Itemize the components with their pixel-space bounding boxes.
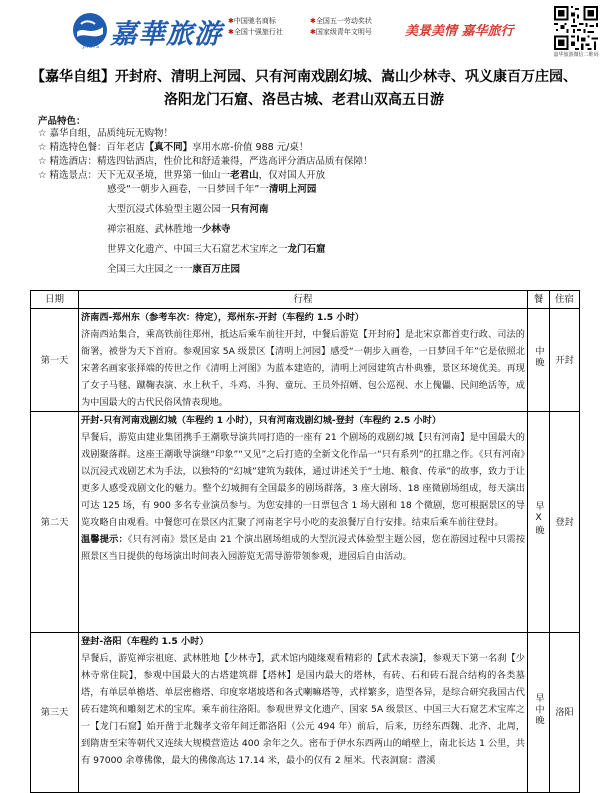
- stay-cell: 开封: [550, 309, 580, 412]
- features-heading: 产品特色：: [38, 116, 86, 127]
- plan-heading: 开封-只有河南戏剧幻城（车程约 1 小时），只有河南戏剧幻城-登封（车程约 2.5 小时）: [81, 415, 442, 426]
- qr-caption: 嘉华旅游微信二维码: [553, 52, 599, 58]
- table-header-row: [31, 291, 580, 309]
- honor-item: ✱中国驰名商标: [228, 17, 276, 25]
- header-plan: 行程: [79, 291, 528, 309]
- honor-item: ✱国家级青年文明号: [310, 28, 372, 36]
- plan-cell: [79, 412, 528, 633]
- feature-item: ☆ 精选酒店：精选四钻酒店，性价比和舒适兼得，严选高评分酒店品质有保障！: [38, 156, 373, 167]
- brand-name: 嘉華旅游: [110, 19, 222, 50]
- feature-sub-item: 感受“一朝步入画卷，一日梦回千年”一清明上河园: [107, 184, 317, 195]
- header-stay: 住宿: [550, 291, 580, 309]
- table-row: [31, 309, 580, 412]
- honor-item: ✱全国五一劳动奖状: [310, 17, 372, 25]
- plan-tip: 温馨提示：《只有河南》景区是由 21 个演出剧场组成的大型沉浸式体验型主题公园，您在游园过程中只需按照景区当日提供的每场演出时间表入园游览无需导游带领参观，进园后自由活动。: [81, 534, 526, 562]
- qr-code-icon: [554, 6, 598, 50]
- stay-cell: 登封: [550, 412, 580, 633]
- header-meal: 餐: [528, 291, 550, 309]
- plan-heading: 登封-洛阳（车程约 1.5 小时）: [81, 636, 209, 647]
- page-header: [0, 0, 605, 60]
- table-row: [31, 633, 580, 793]
- feature-sub-item: 禅宗祖庭、武林胜地一少林寺: [107, 224, 231, 235]
- day-cell: 第一天: [31, 309, 79, 412]
- feature-item: ☆ 嘉华自组，品质纯玩无购物！: [38, 128, 174, 139]
- company-logo-icon: [72, 12, 108, 48]
- feature-sub-item: 世界文化遗产、中国三大石窟艺术宝库之一龙门石窟: [107, 244, 326, 255]
- feature-item: ☆ 精选特色餐：百年老店【真不同】享用水席-价值 988 元/桌！: [38, 142, 309, 153]
- table-row: [31, 412, 580, 633]
- header-day: 日期: [31, 291, 79, 309]
- meal-cell: 中晚: [528, 309, 550, 412]
- itinerary-table: [30, 290, 580, 793]
- day-cell: 第三天: [31, 633, 79, 793]
- page-title: 【嘉华自组】开封府、清明上河园、只有河南戏剧幻城、嵩山少林寺、巩义康百万庄园、洛阳龙门石窟、洛邑古城、老君山双高五日游: [31, 69, 577, 108]
- plan-body: 早餐后，游览由建业集团携手王潮歌导演共同打造的一座有 21 个剧场的戏剧幻城【只有河南】是中国最大的戏剧聚落群。这座王潮歌导演继“印象”“又见”之后打造的全新文化作品一“只有系列”的扛鼎之作。《只有河南》以沉浸式戏剧艺术为手法，以独特的“幻城”建筑为载体，通过讲述关于“土地、粮食、传承”的故事，致力于让更多人感受戏剧文化的魅力。整个幻城拥有全国最多的剧场群落，3 座大剧场、18 座微剧场组成，每天演出可达 125 场，有 900 多名专业演员参与。为您安排的一日票包含 1 场大剧和 18 个微剧，您可根据景区的导览攻略自由观看。中餐您可在景区内汇聚了河南老字号小吃的麦浪餐厅自行安排。结束后乘车前往登封。: [81, 432, 525, 528]
- feature-sub-item: 全国三大庄园之一一康百万庄园: [107, 264, 241, 275]
- plan-heading: 济南西-郑州东（参考车次：待定），郑州东-开封（车程约 1.5 小时）: [81, 312, 364, 323]
- plan-cell: [79, 633, 528, 793]
- honor-item: ✱全国十强旅行社: [228, 28, 283, 36]
- stay-cell: 洛阳: [550, 633, 580, 793]
- logo-caption: JHGTS: [82, 44, 100, 50]
- meal-cell: 早中晚: [528, 633, 550, 793]
- feature-item: ☆ 精选景点：天下无双圣境，世界第一仙山一老君山，仅对国人开放: [38, 170, 326, 181]
- meal-cell: 早X晚: [528, 412, 550, 633]
- plan-body: 济南西站集合，乘高铁前往郑州，抵达后乘车前往开封，中餐后游览【开封府】是北宋京都首吏行政、司法的衙署，被誉为天下首府。参观国家 5A 级景区【清明上河园】感受“一朝步入画卷，一日梦回千年”它是依照北宋著名画家张择端的传世之作《清明上河图》为蓝本建造的，清明上河园建筑古朴典雅，景区环境优美。再现了女子马毬、蹴鞠表演、水上秋千、斗鸡、斗狗、童玩、王员外招婿、包公巡视、水上傀儡、民间绝活等，成为中国最大的古代民俗风情表现地。: [81, 329, 525, 408]
- slogan: 美景美情 嘉华旅行: [405, 24, 514, 39]
- feature-sub-item: 大型沉浸式体验型主题公园一只有河南: [107, 204, 269, 215]
- honors-list: [228, 16, 398, 38]
- day-cell: 第二天: [31, 412, 79, 633]
- plan-cell: [79, 309, 528, 412]
- plan-body: 早餐后，游览禅宗祖庭、武林胜地【少林寺】，武术馆内随缘观看精彩的【武术表演】，参观天下第一名刹【少林寺常住院】，参观中国最大的古塔建筑群【塔林】是国内最大的塔林，有砖、石和砖石混合结构的各类墓塔，有单层单檐塔、单层密檐塔、印度窣堵坡塔和各式喇嘛塔等，式样繁多，造型各异，是综合研究我国古代砖石建筑和雕刻艺术的宝库。乘车前往洛阳。参观世界文化遗产、国家 5A 级景区、中国三大石窟艺术宝库之一【龙门石窟】始开凿于北魏孝文帝年间迁都洛阳（公元 494 年）前后，后来，历经东西魏、北齐、北周，到隋唐至宋等朝代又连续大规模营造达 400 余年之久。密布于伊水东西两山的峭壁上，南北长达 1 公里，共有 97000 余尊佛像，最大的佛像高达 17.14 米，最小的仅有 2 厘米。代表洞窟：潜溪: [81, 653, 525, 766]
